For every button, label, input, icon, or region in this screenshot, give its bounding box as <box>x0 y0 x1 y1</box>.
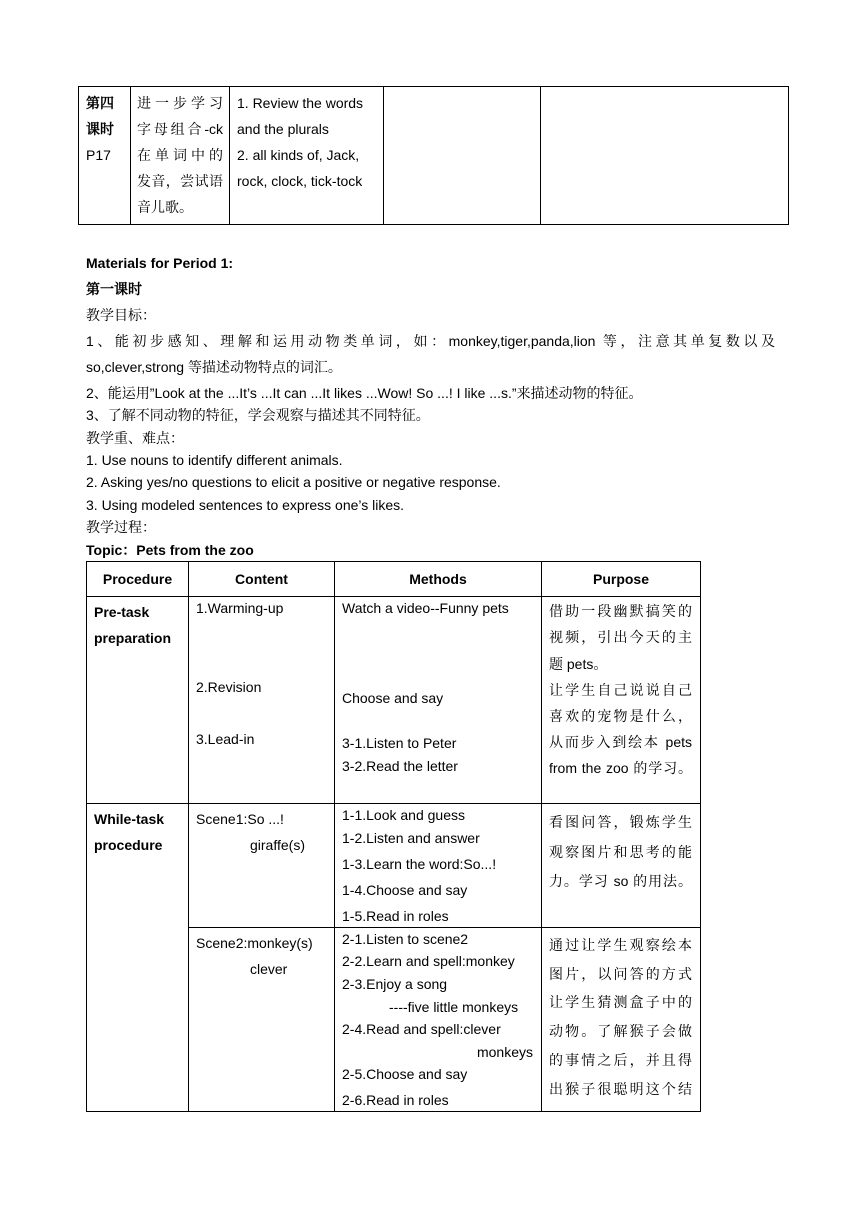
method-item: 2-5.Choose and say <box>342 1066 468 1082</box>
header-cell-purpose <box>541 561 701 597</box>
goal-line: 在单词中的 <box>137 147 223 163</box>
scene1-content-cell <box>188 803 335 928</box>
procedure-name: Pre-task <box>94 604 150 620</box>
goal-line: 音儿歌。 <box>137 199 193 215</box>
purpose-line: 的事情之后，并且得 <box>549 1052 692 1068</box>
pre-task-purpose-cell <box>541 596 701 804</box>
method-item: 3-2.Read the letter <box>342 758 458 774</box>
scene2-content-cell <box>188 927 335 1112</box>
purpose-line: 视频，引出今天的主 <box>549 629 692 645</box>
procedure-name: preparation <box>94 630 172 646</box>
objective-line: 1、能初步感知、理解和运用动物类单词，如：monkey,tiger,panda,lion 等，注意其单复数以及 <box>86 333 775 349</box>
method-item: 1-5.Read in roles <box>342 908 449 924</box>
period-page-line: P17 <box>86 147 111 163</box>
scene-word: clever <box>250 961 288 977</box>
header-cell-content <box>188 561 335 597</box>
purpose-line: 动物。了解猴子会做 <box>549 1023 692 1039</box>
content-line: 1. Review the words <box>237 95 364 111</box>
content-cell <box>229 86 384 225</box>
spell-word: monkeys <box>476 1044 533 1060</box>
goal-cell <box>130 86 230 225</box>
method-item: 2-1.Listen to scene2 <box>342 931 469 947</box>
header-content: Content <box>235 571 288 587</box>
header-purpose: Purpose <box>592 571 649 587</box>
header-cell-procedure <box>86 561 189 597</box>
scene1-purpose-cell <box>541 803 701 928</box>
procedure-name: procedure <box>94 837 163 853</box>
content-line: and the plurals <box>237 121 329 137</box>
content-item: 3.Lead-in <box>196 731 255 747</box>
purpose-line: 力。学习 so 的用法。 <box>549 873 692 889</box>
goal-line: 字母组合-ck <box>137 121 223 137</box>
key-point-line: 3. Using modeled sentences to express one’s likes. <box>86 497 405 513</box>
purpose-line: 让学生自己说说自己 <box>549 682 692 698</box>
pre-task-procedure-cell <box>86 596 189 804</box>
scene1-methods-cell <box>334 803 542 928</box>
purpose-line: 图片，以问答的方式 <box>549 966 692 982</box>
period-cell <box>78 86 131 225</box>
empty-cell <box>540 86 789 225</box>
purpose-line: 从而步入到绘本 pets <box>549 734 692 750</box>
key-point-line: 1. Use nouns to identify different animals. <box>86 452 343 468</box>
materials-heading: Materials for Period 1: <box>86 255 234 271</box>
content-item: 1.Warming-up <box>196 600 284 616</box>
scene-title: Scene1:So ...! <box>196 811 284 827</box>
topic-title: Topic：Pets from the zoo <box>86 542 254 558</box>
method-item: Choose and say <box>342 690 444 706</box>
while-task-procedure-cell <box>86 803 189 1112</box>
scene-title: Scene2:monkey(s) <box>196 935 313 951</box>
method-item: 1-2.Listen and answer <box>342 830 480 846</box>
objective-line: 2、能运用”Look at the ...It’s ...It can ...It likes ...Wow! So ...! I like ...s.”来描述动物的特征。 <box>86 385 643 401</box>
method-item: 2-4.Read and spell:clever <box>342 1021 501 1037</box>
objectives-label: 教学目标： <box>86 307 156 323</box>
period-label-line: 课时 <box>86 121 114 137</box>
pre-task-content-cell <box>188 596 335 804</box>
method-item: 1-1.Look and guess <box>342 807 465 823</box>
scene2-purpose-cell <box>541 927 701 1112</box>
period-title: 第一课时 <box>86 281 142 297</box>
header-procedure: Procedure <box>102 571 173 587</box>
key-points-label: 教学重、难点： <box>86 430 184 446</box>
empty-cell <box>383 86 541 225</box>
purpose-line: 看图问答，锻炼学生 <box>549 814 692 830</box>
purpose-line: from the zoo 的学习。 <box>549 760 692 776</box>
scene2-methods-cell <box>334 927 542 1112</box>
purpose-line: 通过让学生观察绘本 <box>549 937 692 953</box>
method-item: 1-3.Learn the word:So...! <box>342 856 497 872</box>
song-title: ----five little monkeys <box>389 999 519 1015</box>
process-label: 教学过程： <box>86 519 156 535</box>
method-item: 2-6.Read in roles <box>342 1092 449 1108</box>
method-item: 1-4.Choose and say <box>342 882 468 898</box>
purpose-line: 观察图片和思考的能 <box>549 844 692 860</box>
header-cell-methods <box>334 561 542 597</box>
purpose-line: 让学生猜测盒子中的 <box>549 994 692 1010</box>
purpose-line: 题 pets。 <box>549 656 608 672</box>
method-item: 2-3.Enjoy a song <box>342 976 448 992</box>
procedure-name: While-task <box>94 811 165 827</box>
scene-word: giraffe(s) <box>250 837 305 853</box>
purpose-line: 借助一段幽默搞笑的 <box>549 603 692 619</box>
pre-task-methods-cell <box>334 596 542 804</box>
period-label-line: 第四 <box>86 95 114 111</box>
content-line: 2. all kinds of, Jack, <box>237 147 360 163</box>
purpose-line: 出猴子很聪明这个结 <box>549 1081 692 1097</box>
method-item: 3-1.Listen to Peter <box>342 735 457 751</box>
goal-line: 进一步学习 <box>137 95 223 111</box>
content-item: 2.Revision <box>196 679 262 695</box>
key-point-line: 2. Asking yes/no questions to elicit a positive or negative response. <box>86 474 501 490</box>
purpose-line: 喜欢的宠物是什么， <box>549 708 692 724</box>
header-methods: Methods <box>409 571 467 587</box>
goal-line: 发音，尝试语 <box>137 173 223 189</box>
method-item: Watch a video--Funny pets <box>342 600 509 616</box>
objective-line: so,clever,strong 等描述动物特点的词汇。 <box>86 359 342 375</box>
content-line: rock, clock, tick-tock <box>237 173 363 189</box>
method-item: 2-2.Learn and spell:monkey <box>342 953 515 969</box>
objective-line: 3、了解不同动物的特征，学会观察与描述其不同特征。 <box>86 407 430 423</box>
